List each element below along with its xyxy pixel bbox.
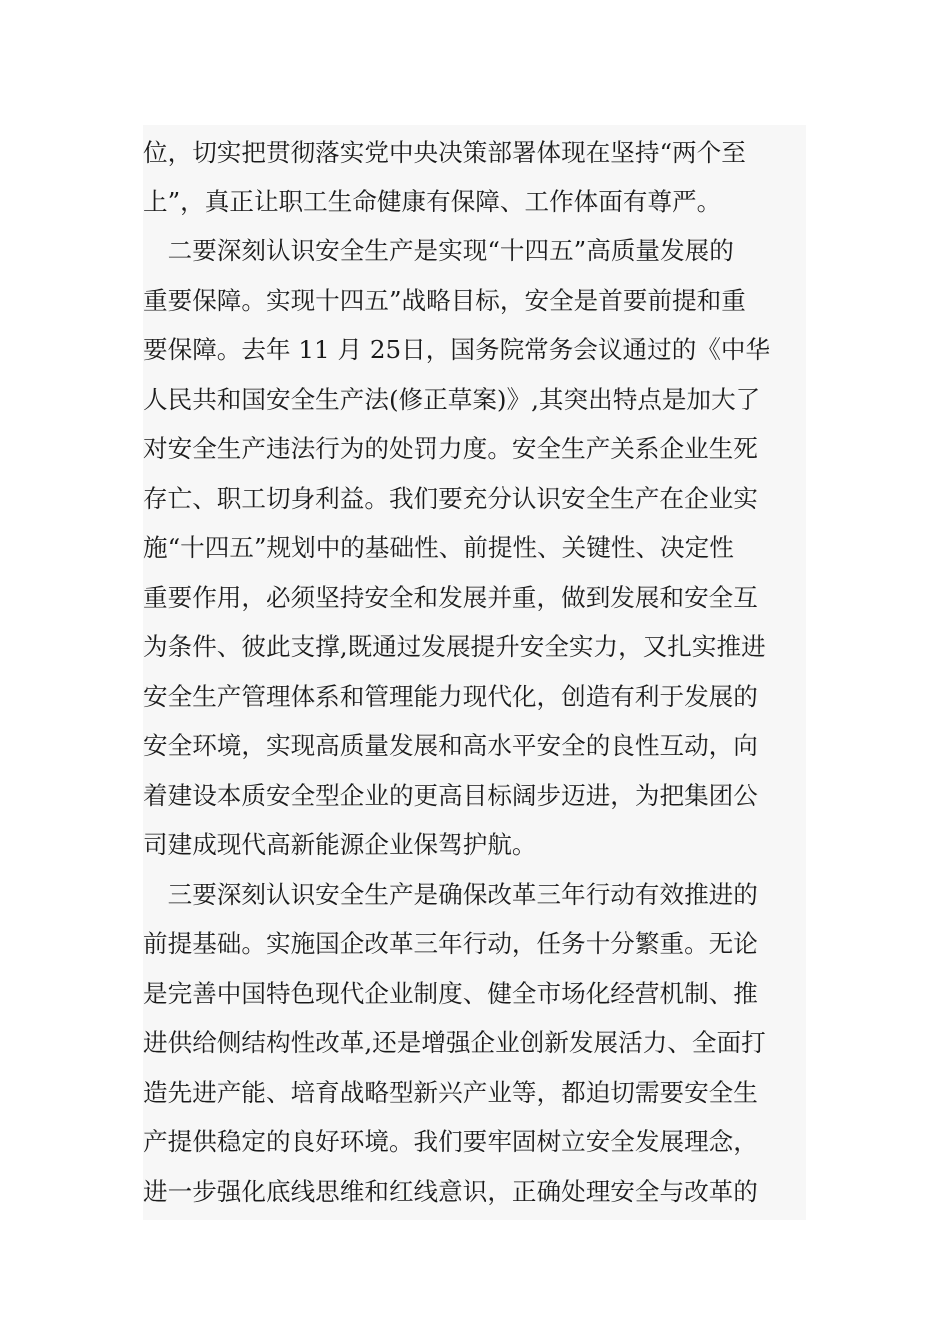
text-line-2: 上”，真正让职工生命健康有保障、工作体面有尊严。	[143, 187, 722, 216]
text-line-9: 施“十四五”规划中的基础性、前提性、关键性、决定性	[143, 533, 734, 562]
text-line-6: 人民共和国安全生产法(修正草案)》,其突出特点是加大了	[143, 385, 761, 414]
text-line-17: 前提基础。实施国企改革三年行动，任务十分繁重。无论	[143, 929, 758, 958]
text-line-18: 是完善中国特色现代企业制度、健全市场化经营机制、推	[143, 979, 758, 1008]
text-line-5: 要保障。去年 11 月 25日，国务院常务会议通过的《中华	[143, 335, 771, 364]
text-line-7: 对安全生产违法行为的处罚力度。安全生产关系企业生死	[143, 434, 758, 463]
text-line-8: 存亡、职工切身利益。我们要充分认识安全生产在企业实	[143, 484, 758, 513]
text-line-10: 重要作用，必须坚持安全和发展并重，做到发展和安全互	[143, 583, 758, 612]
text-line-12: 安全生产管理体系和管理能力现代化，创造有利于发展的	[143, 682, 758, 711]
text-line-19: 进供给侧结构性改革,还是增强企业创新发展活力、全面打	[143, 1028, 766, 1057]
text-line-1: 位，切实把贯彻落实党中央决策部署体现在坚持“两个至	[143, 138, 746, 167]
text-line-22: 进一步强化底线思维和红线意识，正确处理安全与改革的	[143, 1177, 758, 1206]
text-line-4: 重要保障。实现十四五”战略目标，安全是首要前提和重	[143, 286, 746, 315]
text-line-16: 三要深刻认识安全生产是确保改革三年行动有效推进的	[143, 880, 758, 909]
text-line-13: 安全环境，实现高质量发展和高水平安全的良性互动，向	[143, 731, 758, 760]
text-line-21: 产提供稳定的良好环境。我们要牢固树立安全发展理念，	[143, 1127, 758, 1156]
text-line-20: 造先进产能、培育战略型新兴产业等，都迫切需要安全生	[143, 1078, 758, 1107]
text-line-15: 司建成现代高新能源企业保驾护航。	[143, 830, 537, 859]
body-text-block	[143, 125, 806, 1220]
text-line-3: 二要深刻认识安全生产是实现“十四五”高质量发展的	[143, 236, 734, 265]
text-line-14: 着建设本质安全型企业的更高目标阔步迈进，为把集团公	[143, 781, 758, 810]
text-line-11: 为条件、彼此支撑,既通过发展提升安全实力，又扎实推进	[143, 632, 766, 661]
